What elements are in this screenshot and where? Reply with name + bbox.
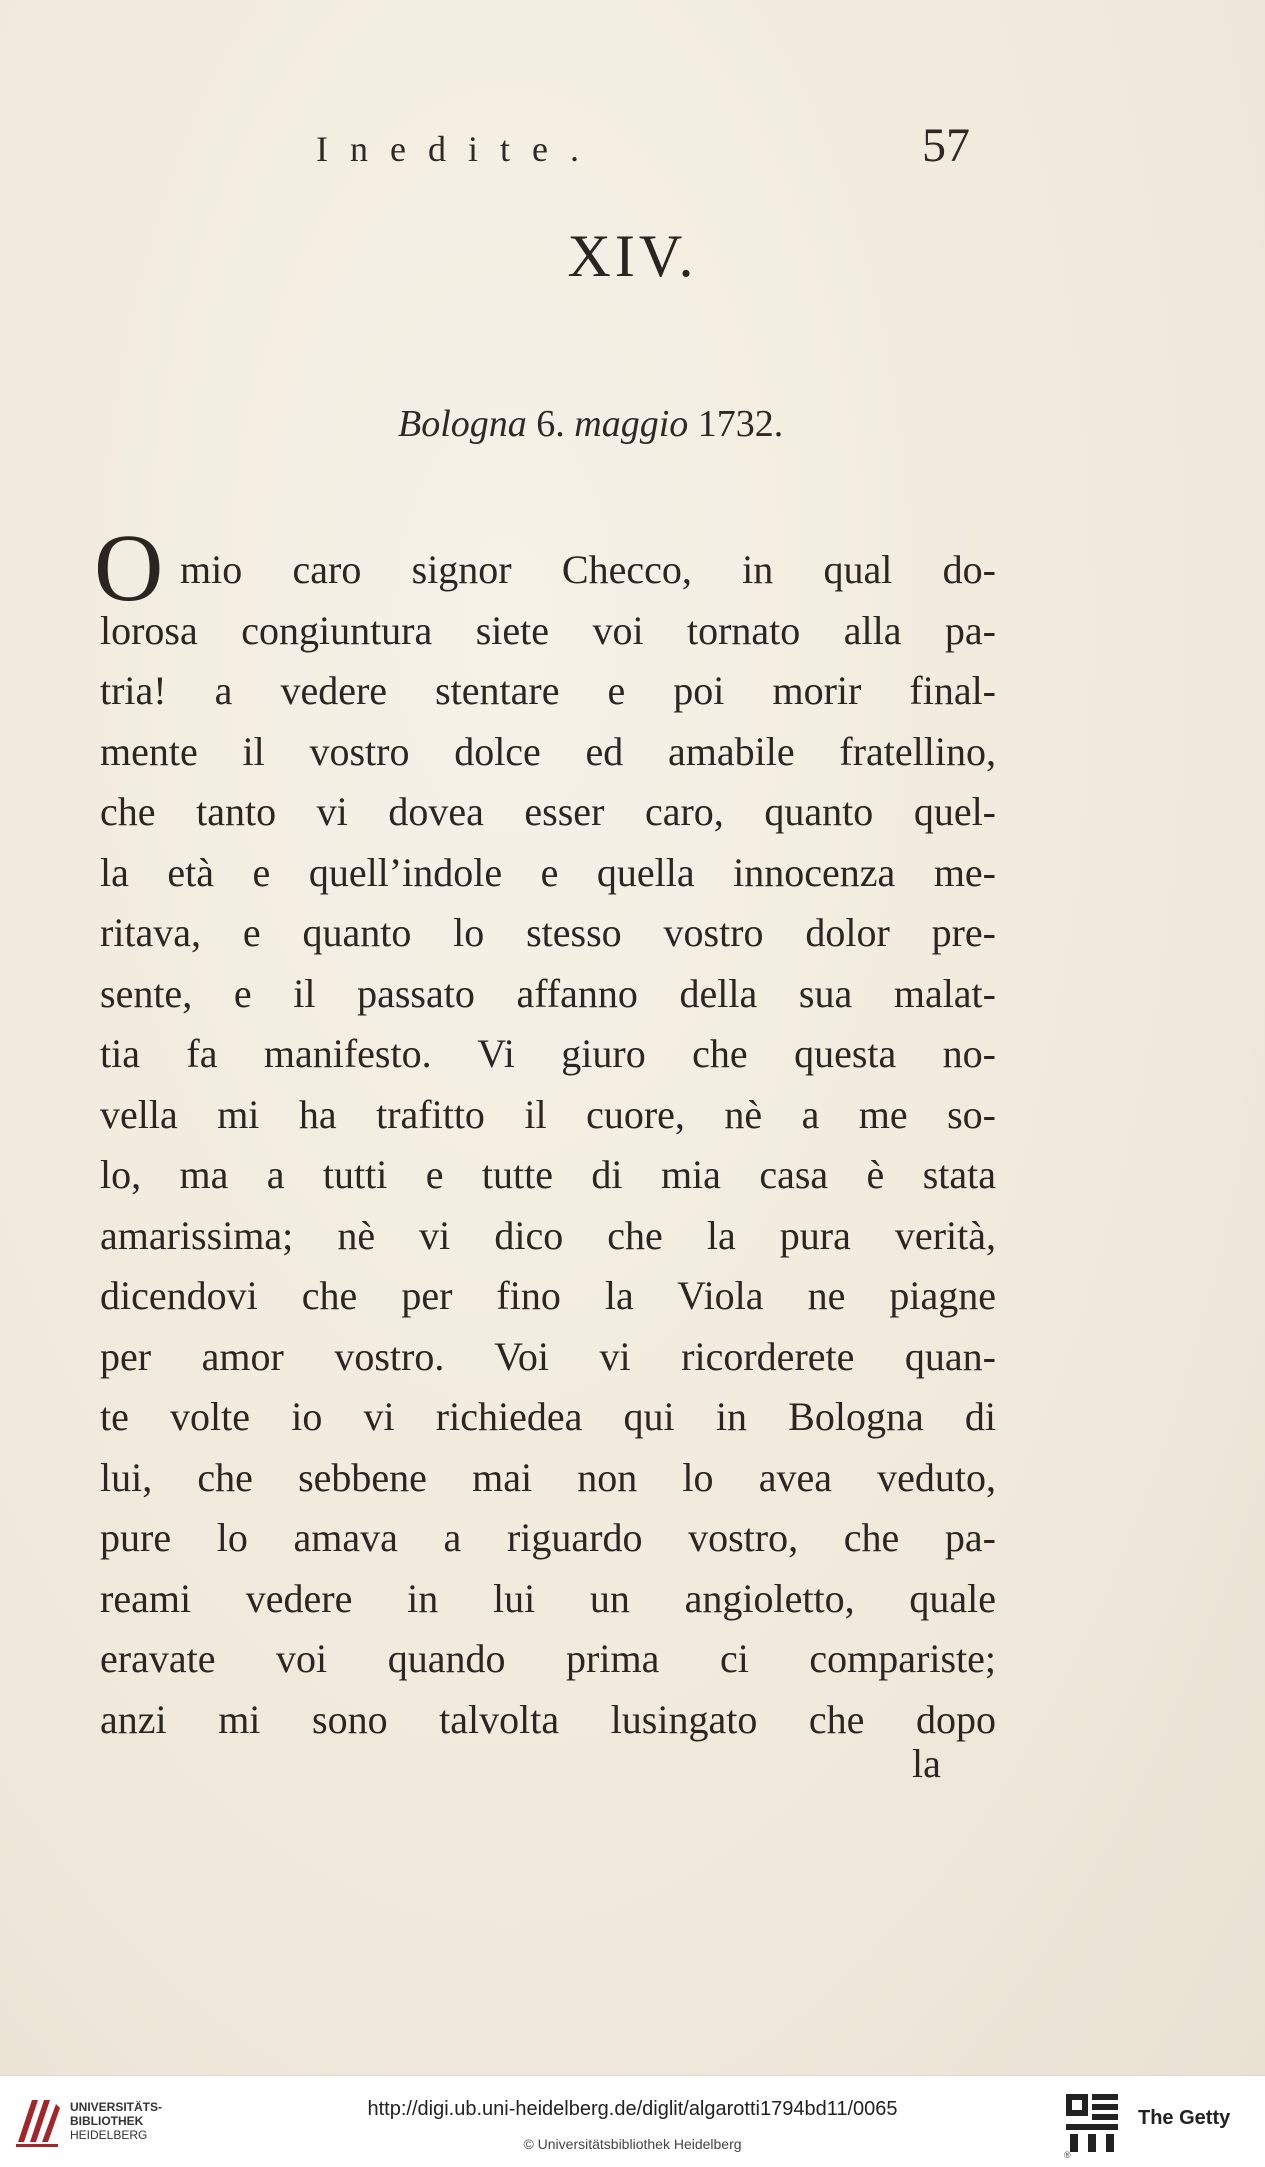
text-line: mio caro signor Checco, in qual do- (180, 547, 996, 592)
letter-number-heading: XIV. (567, 223, 698, 289)
permalink-url[interactable]: http://digi.ub.uni-heidelberg.de/diglit/algarotti1794bd11/0065 (367, 2098, 898, 2120)
text-line: sente, e il passato affanno della sua malat- (100, 970, 996, 1016)
text-line: eravate voi quando prima ci compariste; (100, 1636, 996, 1681)
catchword: la (912, 1741, 941, 1786)
text-line: dicendovi che per fino la Viola ne piagne (100, 1273, 996, 1318)
text-line: per amor vostro. Voi vi ricorderete quan- (100, 1333, 996, 1379)
dateline (398, 402, 783, 446)
partner-name: The Getty (1138, 2107, 1231, 2129)
viewer-footer (0, 2075, 1265, 2167)
text-line: amarissima; nè vi dico che la pura verità, (100, 1212, 996, 1258)
dateline-month: maggio (574, 403, 689, 445)
text-line: che tanto vi dovea esser caro, quanto quel- (100, 789, 996, 834)
text-line: vella mi ha trafitto il cuore, nè a me so- (100, 1091, 996, 1137)
text-line: tia fa manifesto. Vi giuro che questa no- (100, 1031, 996, 1076)
text-line: mente il vostro dolce ed amabile fratellino, (100, 728, 996, 774)
text-line: lo, ma a tutti e tutte di mia casa è stata (100, 1152, 996, 1197)
library-name: UNIVERSITÄTS- BIBLIOTHEK HEIDELBERG (70, 2100, 163, 2142)
drop-cap: O (94, 514, 164, 621)
dateline-city: Bologna (398, 403, 527, 445)
text-line: ritava, e quanto lo stesso vostro dolor pre- (100, 910, 996, 955)
text-line: la età e quell’indole e quella innocenza me- (100, 849, 996, 895)
text-line: tria! a vedere stentare e poi morir final- (100, 668, 996, 713)
text-line: pure lo amava a riguardo vostro, che pa- (100, 1515, 996, 1560)
dateline-day: 6. (536, 403, 565, 445)
text-line: anzi mi sono talvolta lusingato che dopo (100, 1696, 996, 1742)
running-head: Inedite. (316, 129, 601, 169)
text-line: te volte io vi richiedea qui in Bologna di (100, 1394, 996, 1439)
text-line: reami vedere in lui un angioletto, quale (100, 1575, 996, 1621)
copyright-notice: © Universitätsbibliothek Heidelberg (523, 2136, 742, 2152)
dateline-year: 1732. (697, 403, 784, 445)
registered-mark: ® (1064, 2150, 1071, 2160)
text-line: lorosa congiuntura siete voi tornato alla pa- (100, 607, 996, 653)
page-number: 57 (922, 119, 970, 172)
getty-logo-icon[interactable] (1066, 2094, 1118, 2152)
letter-body (100, 540, 996, 1750)
text-line: lui, che sebbene mai non lo avea veduto, (100, 1454, 996, 1500)
